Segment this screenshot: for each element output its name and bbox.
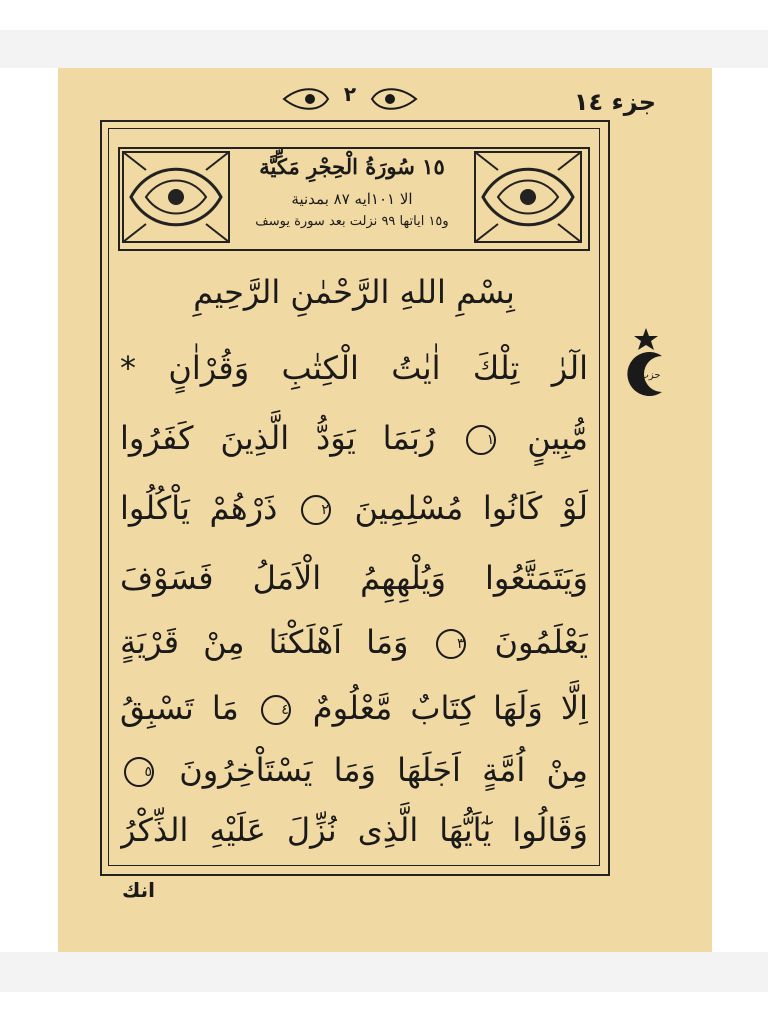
ayah-marker: ٥	[124, 757, 154, 787]
surah-title: ١٥ سُورَةُ الْحِجْرِ مَكِّيَّة	[259, 154, 445, 179]
verse-line: وَيَتَمَتَّعُوا وَيُلْهِهِمُ الْاَمَلُ فَسَوْفَ	[120, 559, 588, 597]
arabesque-ornament-icon	[473, 150, 583, 244]
ayah-marker: ٢	[301, 495, 331, 525]
hizb-marker-icon	[616, 326, 676, 396]
ayah-marker: ١	[466, 425, 496, 455]
page-number: ٢	[343, 82, 357, 106]
scan-top-margin	[0, 30, 768, 68]
verse-line: الٓرٰ تِلْكَ اٰيٰتُ الْكِتٰبِ وَقُرْاٰنٍ *	[120, 349, 588, 387]
verse-line: لَوْ كَانُوا مُسْلِمِينَ ٢ ذَرْهُمْ يَاْكُلُوا	[120, 489, 588, 527]
catchword: انك	[122, 878, 155, 902]
ayah-marker: ٣	[436, 629, 466, 659]
verse-line: يَعْلَمُونَ ٣ وَمَا اَهْلَكْنَا مِنْ قَرْيَةٍ	[120, 623, 588, 661]
verse-line: مُّبِينٍ ١ رُبَمَا يَوَدُّ الَّذِينَ كَفَرُوا	[120, 419, 588, 457]
hizb-label: حزب	[639, 370, 661, 381]
verse-line: وَقَالُوا يٰٓاَيُّهَا الَّذِى نُزِّلَ عَلَيْهِ الذِّكْرُ	[120, 811, 588, 849]
surah-revelation-line: و١٥ اياتها ٩٩ نزلت بعد سورة يوسف	[255, 214, 449, 229]
surah-info-line: الا ١٠١ايه ٨٧ بمدنية	[291, 190, 413, 208]
ayah-marker: ٤	[261, 695, 291, 725]
verse-line: مِنْ اُمَّةٍ اَجَلَهَا وَمَا يَسْتَاْخِرُونَ ٥	[120, 740, 588, 800]
verse-line: اِلَّا وَلَهَا كِتَابٌ مَّعْلُومٌ ٤ مَا تَسْبِقُ	[120, 689, 588, 727]
juz-label: جزء ١٤	[573, 88, 656, 116]
scan-bottom-margin	[0, 952, 768, 992]
arabesque-ornament-icon	[121, 150, 231, 244]
basmala: بِسْمِ اللهِ الرَّحْمٰنِ الرَّحِيمِ	[193, 273, 515, 311]
